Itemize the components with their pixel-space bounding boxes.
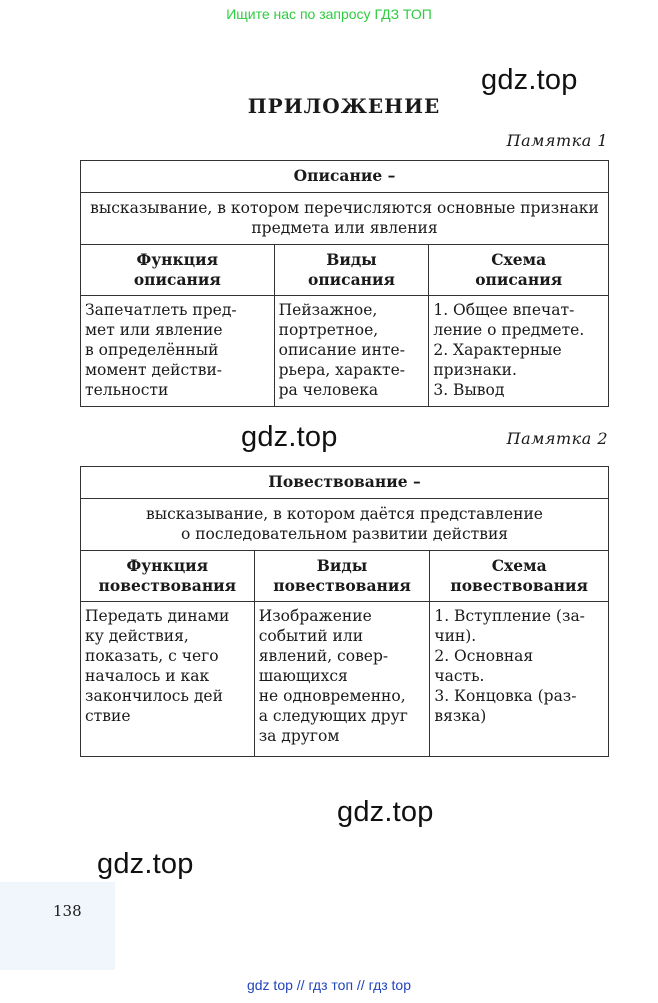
table-definition: высказывание, в котором перечисляются основные признаки предмета или явления — [81, 193, 609, 245]
table-definition: высказывание, в котором даётся представление о последовательном развитии действия — [81, 499, 609, 551]
footer-links[interactable]: gdz top // гдз топ // гдз top — [246, 977, 412, 993]
page-number-background — [0, 882, 115, 970]
column-header-function: Функция описания — [81, 245, 275, 296]
memo-2-label: Памятка 2 — [506, 429, 608, 448]
column-header-scheme: Схема повествования — [430, 551, 609, 602]
page-number: 138 — [53, 902, 82, 920]
memo-1-table — [80, 160, 609, 407]
table-cell: Изображение событий или явлений, совер- шающихся не одновременно, а следующих друг за другом — [254, 602, 430, 757]
table-cell: Передать динами ку действия, показать, с чего началось и как закончилось дей ствие — [81, 602, 255, 757]
memo-2-table — [80, 466, 609, 757]
table-cell: Пейзажное, портретное, описание инте- рьера, характе- ра человека — [274, 296, 429, 407]
column-header-types: Виды повествования — [254, 551, 430, 602]
column-header-function: Функция повествования — [81, 551, 255, 602]
memo-1-label: Памятка 1 — [506, 131, 608, 150]
column-header-types: Виды описания — [274, 245, 429, 296]
column-header-scheme: Схема описания — [429, 245, 609, 296]
search-banner[interactable]: Ищите нас по запросу ГДЗ ТОП — [226, 6, 432, 22]
watermark: gdz.top — [337, 796, 434, 828]
table-cell: 1. Вступление (за- чин). 2. Основная часть. 3. Концовка (раз- вязка) — [430, 602, 609, 757]
table-heading: Повествование – — [81, 467, 609, 499]
table-heading: Описание – — [81, 161, 609, 193]
watermark: gdz.top — [481, 64, 578, 96]
watermark: gdz.top — [241, 421, 338, 453]
page-title: ПРИЛОЖЕНИЕ — [247, 94, 441, 118]
table-cell: 1. Общее впечат- ление о предмете. 2. Характерные признаки. 3. Вывод — [429, 296, 609, 407]
table-cell: Запечатлеть пред- мет или явление в определённый момент действи- тельности — [81, 296, 275, 407]
watermark: gdz.top — [97, 848, 194, 880]
